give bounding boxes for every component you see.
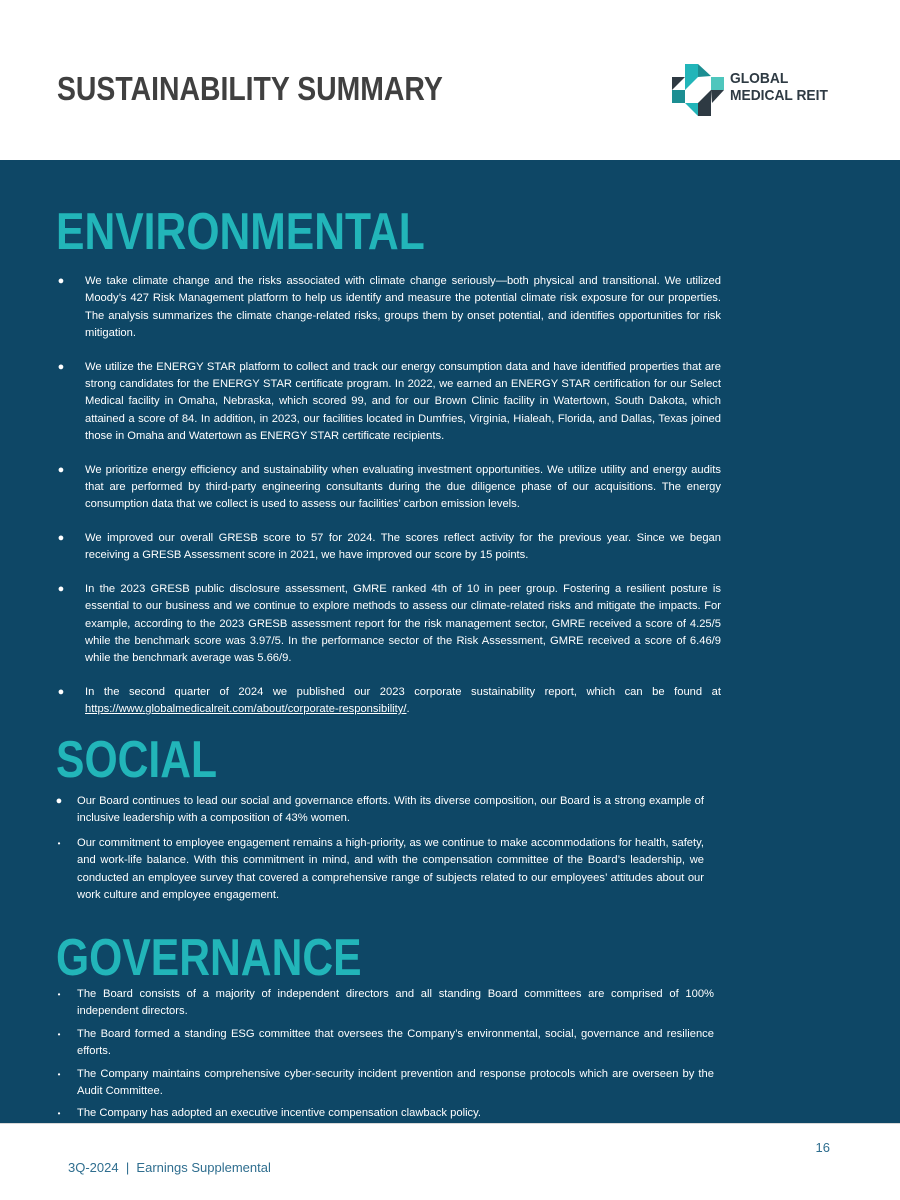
bullet-icon: •: [57, 838, 61, 848]
bullet-icon: •: [57, 1029, 61, 1039]
list-item-text: In the 2023 GRESB public disclosure assessment, GMRE ranked 4th of 10 in peer group. Fostering a resilient posture is essential to our business and we continue to explore methods to assess our climate-related risks and mitigate the impacts. For example, according to the 2023 GRESB assessment report for the risk management sector, GMRE received a score of 4.25/5 while the benchmark score was 3.97/5. In the performance sector of the Risk Assessment, GMRE received a score of 6.46/9 while the benchmark average was 5.66/9.: [85, 582, 721, 665]
list-item-text: We prioritize energy efficiency and sustainability when evaluating investment opportunities. We utilize utility and energy audits that are performed by third-party engineering consultants during the due diligence phase of our acquisitions. The energy consumption data that we collect is used to assess our facilities’ carbon emission levels.: [85, 463, 721, 511]
list-item: [55, 793, 704, 828]
list-item-text: Our commitment to employee engagement remains a high-priority, as we continue to make accommodations for health, safety, and work-life balance. With this commitment in mind, and with the compensation committee of the Board’s leadership, we conducted an employee survey that covered a comprehensive range of subjects related to our employees’ attitudes about our work culture and employee engagement.: [77, 836, 704, 902]
bullet-icon: ●: [57, 275, 65, 287]
social-list: [55, 793, 704, 911]
governance-heading: GOVERNANCE: [56, 929, 362, 987]
list-item-text: We utilize the ENERGY STAR platform to collect and track our energy consumption data and have identified properties that are strong candidates for the ENERGY STAR certificate program. In 2022, we earned an ENERGY STAR certification for our Select Medical facility in Omaha, Nebraska, which scored 99, and for our Brown Clinic facility in Watertown, South Dakota, which attained a score of 84. In addition, in 2023, our facilities located in Dumfries, Virginia, Hialeah, Florida, and Dallas, Texas joined those in Omaha and Watertown as ENERGY STAR certificate recipients.: [85, 360, 721, 443]
csr-report-link[interactable]: https://www.globalmedicalreit.com/about/corporate-responsibility/: [85, 703, 407, 716]
page-header: [0, 0, 900, 160]
list-item-text: The Company has adopted an executive incentive compensation clawback policy.: [77, 1107, 482, 1120]
bullet-icon: ●: [57, 463, 65, 476]
list-item: [57, 273, 721, 343]
list-item-text: Our Board continues to lead our social and governance efforts. With its diverse composition, our Board is a strong example of inclusive leadership with a composition of 43% women.: [77, 795, 704, 825]
bullet-icon: ●: [57, 685, 65, 698]
bullet-icon: ●: [57, 531, 65, 544]
list-item: [57, 530, 721, 565]
bullet-icon: •: [57, 1109, 61, 1119]
cross-logo-icon: [672, 62, 724, 116]
bullet-icon: ●: [57, 582, 65, 595]
logo-wordmark: [730, 70, 828, 104]
list-item: [57, 581, 721, 668]
logo-line-1: GLOBAL: [730, 70, 789, 87]
list-item: [57, 1066, 714, 1101]
list-item: [57, 986, 714, 1021]
list-item-text-end: .: [406, 703, 410, 716]
governance-list: [57, 986, 714, 1128]
environmental-list: [57, 273, 721, 735]
page-number: 16: [815, 1140, 830, 1155]
page-title: SUSTAINABILITY SUMMARY: [57, 70, 443, 107]
bullet-icon: ●: [55, 795, 63, 807]
bullet-icon: •: [57, 990, 61, 999]
list-item: [57, 359, 721, 446]
logo-line-2: MEDICAL REIT: [730, 87, 828, 104]
list-item-text: In the second quarter of 2024 we published our 2023 corporate sustainability report, which can be found at: [85, 685, 721, 698]
list-item-text: The Board formed a standing ESG committee that oversees the Company’s environmental, social, governance and resilience efforts.: [77, 1027, 714, 1058]
bullet-icon: ●: [57, 360, 65, 373]
list-item-text: The Board consists of a majority of independent directors and all standing Board committees are comprised of 100% independent directors.: [77, 988, 714, 1018]
environmental-heading: ENVIRONMENTAL: [56, 203, 425, 261]
list-item: [57, 684, 721, 719]
list-item-text: We improved our overall GRESB score to 57 for 2024. The scores reflect activity for the previous year. Since we began receiving a GRESB Assessment score in 2021, we have improved our score by 15 points.: [85, 531, 721, 562]
bullet-icon: •: [57, 1069, 61, 1079]
list-item: [57, 835, 704, 905]
list-item: [57, 1105, 714, 1122]
list-item: [57, 462, 721, 514]
list-item-text: We take climate change and the risks associated with climate change seriously—both physical and transitional. We utilized Moody’s 427 Risk Management platform to help us identify and measure the potential climate risk exposure for our properties. The analysis summarizes the climate change-related risks, groups them by onset potential, and identifies opportunities for risk mitigation.: [85, 275, 721, 340]
list-item-text: The Company maintains comprehensive cyber-security incident prevention and response protocols which are overseen by the Audit Committee.: [77, 1067, 714, 1098]
company-logo: [672, 62, 842, 116]
footer-label: 3Q-2024 | Earnings Supplemental: [68, 1160, 271, 1175]
footer-divider: [0, 1123, 900, 1124]
list-item: [57, 1026, 714, 1061]
social-heading: SOCIAL: [56, 731, 218, 789]
